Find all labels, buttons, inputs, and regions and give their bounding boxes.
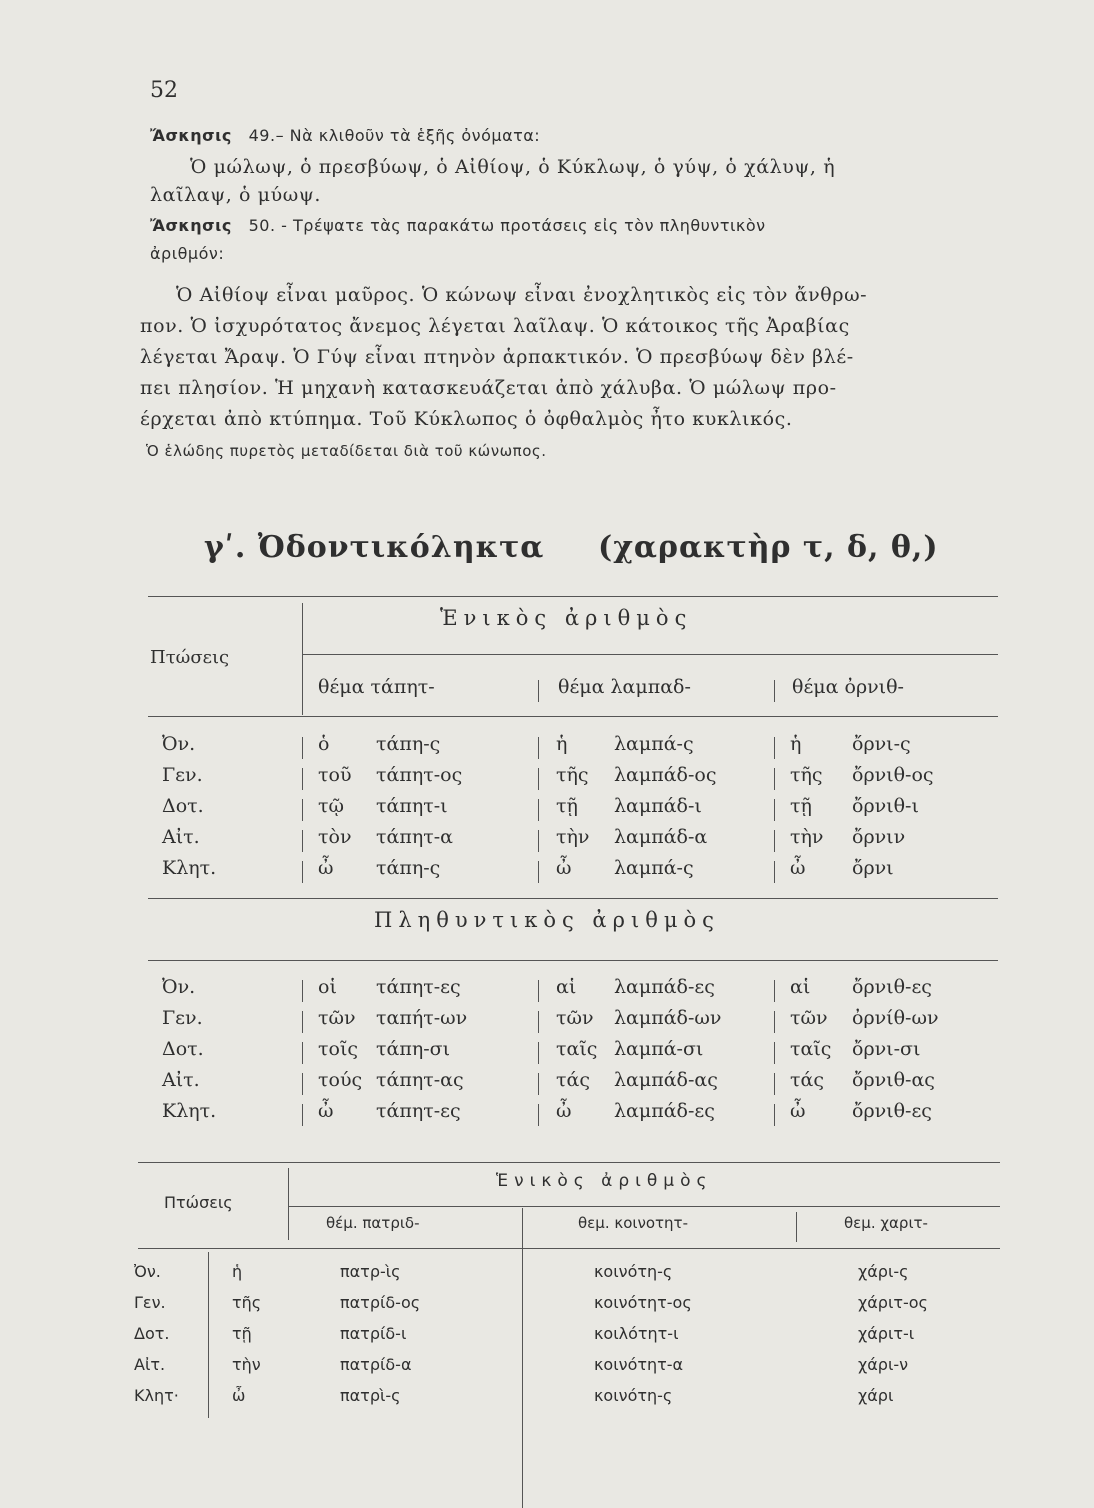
column-divider (302, 861, 303, 883)
word-form: λαμπά-σι (614, 1038, 704, 1060)
article: τάς (790, 1069, 824, 1091)
column-divider (302, 830, 303, 852)
word-form: χάριτ-ι (858, 1324, 915, 1343)
word-form: τάπητ-ος (376, 764, 463, 786)
article: τῇ (556, 795, 578, 817)
word-form: κοινότητ-ος (594, 1293, 692, 1312)
case-label: Δοτ. (162, 1038, 204, 1060)
column-divider (538, 1073, 539, 1095)
word-form: τάπητ-ες (376, 1100, 461, 1122)
word-form: τάπητ-ας (376, 1069, 464, 1091)
word-form: ὄρνι (852, 857, 894, 879)
word-form: λαμπά-ς (614, 733, 694, 755)
column-divider (774, 830, 775, 852)
column-divider (774, 768, 775, 790)
table1-theme: θέμα τάπητ- (318, 676, 435, 698)
word-form: κοινότη-ς (594, 1262, 673, 1281)
case-label: Κλητ· (134, 1386, 179, 1405)
word-form: κοιλότητ-ι (594, 1324, 679, 1343)
column-divider (538, 980, 539, 1002)
word-form: πατρίδ-ος (340, 1293, 421, 1312)
column-divider (302, 1073, 303, 1095)
column-divider (538, 861, 539, 883)
article: τὴν (790, 826, 824, 848)
column-divider (302, 1042, 303, 1064)
case-label: Ὀν. (134, 1262, 161, 1281)
section-heading-character: (χαρακτὴρ τ, δ, θ,) (598, 530, 939, 565)
word-form: λαμπάδ-ος (614, 764, 717, 786)
column-divider (774, 980, 775, 1002)
article: ἡ (790, 733, 802, 755)
case-label: Αἰτ. (134, 1355, 166, 1374)
column-divider (538, 768, 539, 790)
exercise-49-items-line1: Ὁ μώλωψ, ὁ πρεσβύωψ, ὁ Αἰθίοψ, ὁ Κύκλωψ, ὁ γύψ, ὁ χάλυψ, ἡ (190, 156, 836, 178)
article: τῆς (790, 764, 823, 786)
word-form: ὄρνιθ-ος (852, 764, 934, 786)
exercise-49-items-line2: λαῖλαψ, ὁ μύωψ. (150, 184, 321, 206)
article: τῆς (232, 1293, 262, 1312)
word-form: τάπητ-α (376, 826, 453, 848)
article: τῶν (790, 1007, 828, 1029)
table1-singular-title: Ἑνικὸς ἀριθμὸς (440, 606, 693, 630)
column-divider (302, 768, 303, 790)
word-form: ταπήτ-ων (376, 1007, 468, 1029)
column-divider (302, 799, 303, 821)
article: ταῖς (790, 1038, 832, 1060)
word-form: λαμπάδ-ων (614, 1007, 722, 1029)
word-form: ὄρνιθ-ι (852, 795, 919, 817)
article: ὦ (790, 1100, 806, 1122)
exercise-50-extra-line: Ὁ ἑλώδης πυρετὸς μεταδίδεται διὰ τοῦ κώνωπος. (146, 442, 547, 460)
word-form: λαμπά-ς (614, 857, 694, 879)
column-divider (302, 1104, 303, 1126)
column-divider (774, 799, 775, 821)
word-form: ὄρνιθ-ες (852, 976, 932, 998)
exercise-50-instruction-tail: ἀριθμόν: (150, 244, 225, 263)
case-label: Γεν. (162, 764, 203, 786)
word-form: πατρίδ-ι (340, 1324, 407, 1343)
case-label: Αἰτ. (162, 1069, 200, 1091)
table1-plural-title: Πληθυντικὸς ἀριθμὸς (374, 908, 720, 932)
article: αἱ (556, 976, 577, 998)
article: τὴν (556, 826, 590, 848)
word-form: κοινότη-ς (594, 1386, 673, 1405)
word-form: ὄρνιθ-ας (852, 1069, 935, 1091)
article: τῶν (556, 1007, 594, 1029)
column-divider (538, 830, 539, 852)
exercise-label: Ἄσκησις (150, 216, 232, 235)
word-form: τάπη-ς (376, 857, 441, 879)
table2-theme: θεμ. χαριτ- (844, 1214, 928, 1232)
article: ὦ (556, 1100, 572, 1122)
case-label: Κλητ. (162, 857, 217, 879)
word-form: χάρι-ς (858, 1262, 909, 1281)
table1-cases-header: Πτώσεις (150, 647, 230, 668)
exercise-label: Ἄσκησις (150, 126, 232, 145)
table2-theme: θέμ. πατριδ- (326, 1214, 420, 1232)
column-divider (538, 1104, 539, 1126)
column-divider (302, 737, 303, 759)
article: τῷ (318, 795, 345, 817)
column-divider (774, 1104, 775, 1126)
word-form: πατρίδ-α (340, 1355, 412, 1374)
article: ὦ (232, 1386, 246, 1405)
word-form: χάρι (858, 1386, 894, 1405)
case-label: Κλητ. (162, 1100, 217, 1122)
word-form: ὄρνι-σι (852, 1038, 921, 1060)
case-label: Γεν. (134, 1293, 166, 1312)
article: τούς (318, 1069, 363, 1091)
case-label: Δοτ. (134, 1324, 170, 1343)
word-form: κοινότητ-α (594, 1355, 684, 1374)
table1-theme: θέμα λαμπαδ- (558, 676, 691, 698)
word-form: ὄρνι-ς (852, 733, 911, 755)
exercise-49 (150, 126, 540, 145)
case-label: Ὀν. (162, 733, 196, 755)
exercise-49-instruction: 49.– Νὰ κλιθοῦν τὰ ἑξῆς ὀνόματα: (248, 126, 541, 145)
word-form: ὄρνιν (852, 826, 906, 848)
exercise-50 (150, 216, 766, 235)
word-form: τάπητ-ι (376, 795, 448, 817)
case-label: Ὀν. (162, 976, 196, 998)
column-divider (302, 1011, 303, 1033)
word-form: ὀρνίθ-ων (852, 1007, 939, 1029)
article: τοῦ (318, 764, 352, 786)
article: οἱ (318, 976, 337, 998)
case-label: Αἰτ. (162, 826, 200, 848)
column-divider (538, 737, 539, 759)
exercise-50-line: πον. Ὁ ἰσχυρότατος ἄνεμος λέγεται λαῖλαψ. Ὁ κάτοικος τῆς Ἀραβίας (140, 315, 850, 337)
word-form: λαμπάδ-α (614, 826, 708, 848)
word-form: τάπη-ς (376, 733, 441, 755)
word-form: ὄρνιθ-ες (852, 1100, 932, 1122)
word-form: πατρ-ὶς (340, 1262, 401, 1281)
exercise-50-line: Ὁ Αἰθίοψ εἶναι μαῦρος. Ὁ κώνωψ εἶναι ἐνοχλητικὸς εἰς τὸν ἄνθρω- (176, 284, 868, 306)
column-divider (538, 799, 539, 821)
exercise-50-line: λέγεται Ἄραψ. Ὁ Γύψ εἶναι πτηνὸν ἁρπακτικόν. Ὁ πρεσβύωψ δὲν βλέ- (140, 346, 854, 368)
exercise-50-line: πει πλησίον. Ἡ μηχανὴ κατασκευάζεται ἀπὸ χάλυβα. Ὁ μώλωψ προ- (140, 377, 837, 399)
article: τῇ (232, 1324, 252, 1343)
word-form: λαμπάδ-ας (614, 1069, 718, 1091)
article: αἱ (790, 976, 811, 998)
word-form: λαμπάδ-ες (614, 1100, 715, 1122)
column-divider (774, 1073, 775, 1095)
article: τὸν (318, 826, 352, 848)
word-form: τάπητ-ες (376, 976, 461, 998)
article: ὁ (318, 733, 330, 755)
column-divider (302, 980, 303, 1002)
article: ὦ (318, 857, 334, 879)
page-number: 52 (150, 78, 178, 103)
article: ἡ (232, 1262, 243, 1281)
word-form: χάριτ-ος (858, 1293, 928, 1312)
word-form: λαμπάδ-ι (614, 795, 702, 817)
word-form: λαμπάδ-ες (614, 976, 715, 998)
exercise-50-line: έρχεται ἀπὸ κτύπημα. Τοῦ Κύκλωπος ὁ ὀφθαλμὸς ἦτο κυκλικός. (140, 408, 793, 430)
column-divider (538, 1011, 539, 1033)
column-divider (538, 1042, 539, 1064)
column-divider (774, 1011, 775, 1033)
article: τοῖς (318, 1038, 359, 1060)
article: ταῖς (556, 1038, 598, 1060)
case-label: Δοτ. (162, 795, 204, 817)
article: τάς (556, 1069, 590, 1091)
article: ὦ (556, 857, 572, 879)
table1-theme: θέμα ὀρνιθ- (792, 676, 904, 698)
column-divider (774, 737, 775, 759)
table2-cases-header: Πτώσεις (164, 1193, 233, 1212)
section-heading: γʹ. Ὀδοντικόληκτα (204, 530, 545, 565)
article: ἡ (556, 733, 568, 755)
article: τῇ (790, 795, 812, 817)
table2-singular-title: Ἑνικὸς ἀριθμὸς (496, 1171, 713, 1191)
case-label: Γεν. (162, 1007, 203, 1029)
article: ὦ (318, 1100, 334, 1122)
word-form: πατρὶ-ς (340, 1386, 401, 1405)
word-form: τάπη-σι (376, 1038, 451, 1060)
exercise-50-instruction: 50. - Τρέψατε τὰς παρακάτω προτάσεις εἰς τὸν πληθυντικὸν (248, 216, 766, 235)
article: ὦ (790, 857, 806, 879)
article: τὴν (232, 1355, 261, 1374)
article: τῆς (556, 764, 589, 786)
word-form: χάρι-ν (858, 1355, 909, 1374)
table2-theme: θεμ. κοινοτητ- (578, 1214, 688, 1232)
column-divider (774, 1042, 775, 1064)
article: τῶν (318, 1007, 356, 1029)
column-divider (774, 861, 775, 883)
